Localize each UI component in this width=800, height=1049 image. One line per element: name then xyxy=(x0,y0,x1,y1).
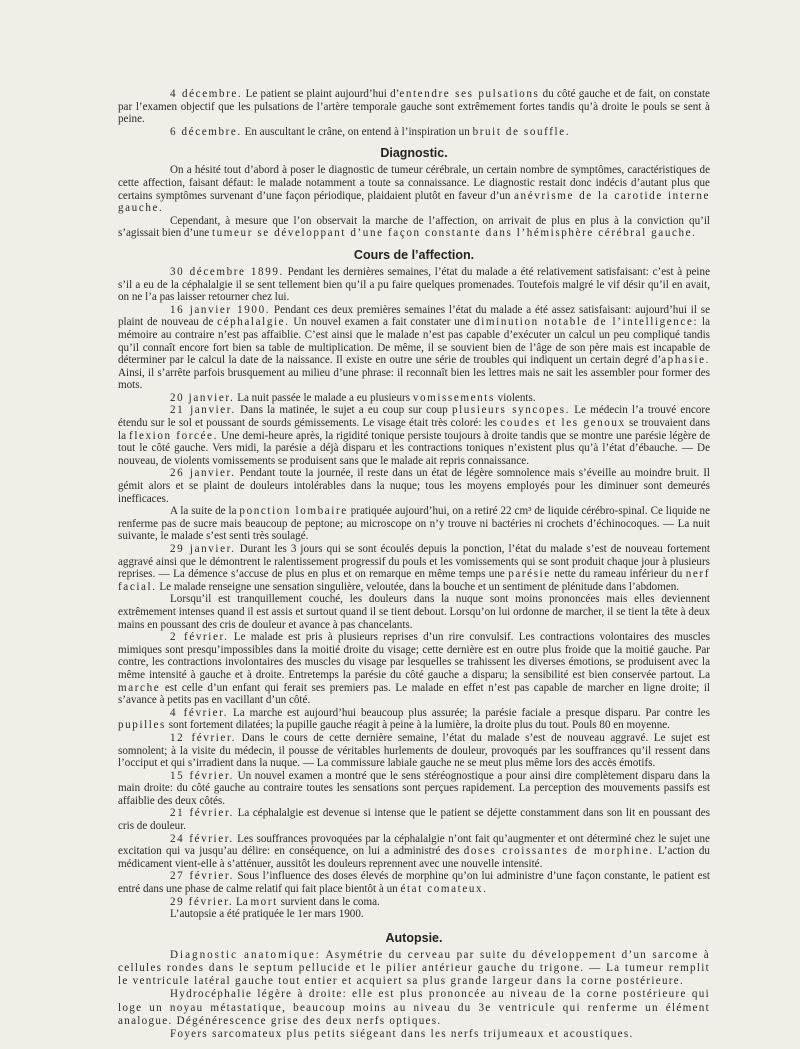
spaced-emphasis: entendre ses pulsations xyxy=(399,88,540,100)
paragraph xyxy=(118,126,710,139)
text-run: nette du rameau inférieur du xyxy=(550,568,686,581)
paragraph xyxy=(118,807,710,832)
paragraph xyxy=(118,543,710,593)
paragraph xyxy=(118,988,710,1028)
text-run: Les souffrances provoquées par la céphalalgie n’ont fait qu’augmenter et ont déterminé chez le sujet une excitation qui va jusqu’au délire: en conséquence, on lui a administré des xyxy=(118,832,710,858)
paragraph xyxy=(118,833,710,871)
text-run: Ainsi, il s’arrête parfois brusquement au milieu d’une phrase: il reconnaît bien les lettres mais ne sait les assembler pour former des mots. xyxy=(118,366,710,392)
paragraph xyxy=(118,467,710,505)
text-run: L’autopsie a été pratiquée le 1er mars 1900. xyxy=(170,908,364,921)
paragraph xyxy=(118,631,710,707)
spaced-emphasis: 24 février. xyxy=(170,832,234,845)
spaced-emphasis: 27 février. xyxy=(170,870,234,883)
spaced-emphasis: vomissements xyxy=(412,391,495,404)
spaced-emphasis: ponction lombaire xyxy=(239,505,348,518)
spaced-emphasis: tumeur se développant d’une façon constante dans l’hémisphère cérébral gauche. xyxy=(211,227,697,240)
paragraph xyxy=(118,304,710,392)
paragraph xyxy=(118,215,710,240)
text-run: Le malade est pris à plusieurs reprises d’un rire convulsif. Les contractions volontaires des muscles mimiques sont presqu’impossibles dans la moitié droite du visage; cette dernière est en outre plus froide que la moitié gauche. Par contre, les contractions involontaires des muscles du visage par lesquelles se trahissent les diverses émotions, se produisent avec la même intensité à gauche et à droite. Entretemps la parésie du côté gauche a disparu; la sensibilité est bien conservée partout. La xyxy=(118,631,710,681)
spaced-emphasis: mort xyxy=(250,895,278,908)
paragraph xyxy=(118,707,710,732)
paragraph xyxy=(118,505,710,543)
text-run: survient dans le coma. xyxy=(277,895,380,908)
text-run: Hydrocéphalie légère à droite: elle est plus prononcée au niveau de la corne postérieure qui loge un noyau métastatique, beaucoup moins au niveau du 3e ventricule qui renferme un élément analogue. Dégénérescence grise des deux nerfs optiques. xyxy=(118,988,710,1027)
spaced-emphasis: aphasie. xyxy=(661,354,710,367)
paragraph xyxy=(118,949,710,989)
spaced-emphasis: 20 janvier. xyxy=(170,391,235,404)
text-run: Lorsqu’il est tranquillement couché, les douleurs dans la nuque sont moins prononcées mais elles deviennent extrêmement intenses quand il est assis et surtout quand il se tient debout. Lorsqu’on lui ordonne de marcher, il se tient la tête à deux mains en poussant des cris de douleur et avance à pas chancelants. xyxy=(118,593,710,631)
spaced-emphasis: 15 février. xyxy=(170,769,235,782)
spaced-emphasis: 30 décembre 1899. xyxy=(170,265,284,278)
text-run: Foyers sarcomateux plus petits siégeant dans les nerfs trijumeaux et acoustiques. xyxy=(170,1028,634,1041)
spaced-emphasis: pupilles xyxy=(118,719,166,732)
text-run: La nuit passée le malade a eu plusieurs xyxy=(234,391,413,404)
text-run: violents. xyxy=(494,391,536,404)
text-run: Un nouvel examen a fait constater une xyxy=(289,316,475,329)
paragraph xyxy=(118,896,710,909)
spaced-emphasis: céphalalgie. xyxy=(217,316,290,329)
text-run: Dans le cours de cette dernière semaine, l’état du malade s’est de nouveau aggravé. Le sujet est somnolent; à la visite du médecin, il pousse de véritables hurlements de douleur, provoqués par les souffrances qu’il ressent dans l’occiput et qui s’irradient dans la nuque. — La commissure labiale gauche ne se meut plus même lors des accès émotifs. xyxy=(118,731,710,770)
spaced-emphasis: 21 février. xyxy=(170,807,234,820)
text-run: L’action du médicament vient-elle à s’atténuer, aussitôt les douleurs reprennent avec une nouvelle intensité. xyxy=(118,845,710,870)
text-run: Pendant les dernières semaines, l’état du malade a été relativement satisfaisant: c’est à peine s’il a eu de la céphalalgie il se sent tellement bien qu’il a pu faire quelques promenades. Toutefois malgré le vif désir qu’il en avait, on ne l’a pas laisser retourner chez lui. xyxy=(118,265,710,304)
text-run: Une demi-heure après, la rigidité tonique persiste toujours à droite tandis que se montre une parésie légère de tout le côté gauche. Vers midi, la parésie a déjà disparu et les contractions toniques n’existent plus qu’à l’état d’ébauche. — De nouveau, de violents vomissements se produisent sans que le malade ait repris connaissance. xyxy=(118,429,710,467)
heading-autopsie: Autopsie. xyxy=(385,930,443,945)
text-run: Le médecin l’a trouvé encore étendu sur le sol et poussant de sourds gémissements. Le visage était très coloré: les xyxy=(118,404,710,430)
text-run: La xyxy=(233,895,251,908)
text-run: est celle d’un enfant qui ferait ses premiers pas. Le malade en effet n’est pas capable de marcher en ligne droite; il s’avance à petits pas en vacillant d’un côté. xyxy=(118,681,710,707)
text-run: Un nouvel examen a montré que le sens stéréognostique a pour ainsi dire complètement disparu dans la main droite: du côté gauche au contraire toutes les sensations sont perçues rapidement. La perception des mouvements passifs est affaiblie des deux côtés. xyxy=(118,769,710,807)
text-run: En auscultant le crâne, on entend à l’inspiration un xyxy=(241,125,473,138)
text-column xyxy=(118,88,710,1041)
spaced-emphasis: bruit de souffle. xyxy=(472,125,571,138)
paragraph xyxy=(118,164,710,214)
paragraph xyxy=(118,593,710,631)
spaced-emphasis: 29 janvier. xyxy=(170,543,236,555)
spaced-emphasis: coudes et les genoux xyxy=(500,417,626,430)
spaced-emphasis: 12 février. xyxy=(170,731,237,744)
paragraph xyxy=(118,1028,710,1041)
spaced-emphasis: état comateux. xyxy=(400,883,488,896)
spaced-emphasis: marche xyxy=(118,681,161,694)
section-autopsie xyxy=(118,949,710,1041)
text-run: La céphalalgie est devenue si intense que le patient se déjette constamment dans son lit en poussant des cris de douleur. xyxy=(118,807,710,833)
text-run: Cependant, à mesure que l’on observait la marche de l’affection, on arrivait de plus en plus à la conviction qu’il s’agissait bien d’une xyxy=(118,214,710,240)
text-run: Le patient se plaint aujourd’hui d’ xyxy=(242,88,400,100)
text-run: Sous l’influence des doses élevés de morphine qu’on lui administre d’une façon constante, le patient est entré dans une phase de calme relatif qui fait place bientôt à un xyxy=(118,870,710,896)
spaced-emphasis: nerf facial. xyxy=(118,568,710,593)
text-run: A la suite de la xyxy=(170,505,240,518)
text-run: Dans la matinée, le sujet a eu coup sur coup xyxy=(235,404,452,417)
section-cours xyxy=(118,266,710,921)
text-run: Durant les 3 jours qui se sont écoulés depuis la ponction, l’état du malade s’est de nouveau fortement aggravé ainsi que le démontrent le ralentissement progressif du pouls et les vomissements qui se sont produit chaque jour à plusieurs reprises. — La démence s’accuse de plus en plus et on remarque en même temps une xyxy=(118,543,710,581)
text-run: se trouvaient dans la xyxy=(118,417,711,442)
spaced-emphasis: doses croissantes de morphine. xyxy=(463,845,654,858)
text-run: La marche est aujourd’hui beaucoup plus assurée; la parésie faciale a presque disparu. Par contre les xyxy=(228,706,711,719)
text-run: Pendant toute la journée, il reste dans un état de légère somnolence mais s’éveille au moindre bruit. Il gémit alors et se plaint de douleurs intolérables dans la nuque; tous les moyens employés pour les diminuer sont demeurés inefficaces. xyxy=(118,467,710,505)
paragraph xyxy=(118,266,710,304)
text-run: On a hésité tout d’abord à poser le diagnostic de tumeur cérébrale, un certain nombre de symptômes, caractéristiques de cette affection, faisant défaut: le malade notamment a toute sa connaissance. Le diagnostic restait donc indécis d’autant plus que certains symptômes survenant d’une façon périodique, plaidaient plutôt en faveur d’un xyxy=(118,164,710,202)
spaced-emphasis: 16 janvier 1900. xyxy=(170,303,271,316)
paragraph xyxy=(118,732,710,770)
text-run: Asymétrie du cerveau par suite du développement d’un sarcome à cellules rondes dans le septum pellucide et le pilier antérieur gauche du trigone. — La tumeur remplit le ventricule latéral gauche tout entier et acquiert sa plus grande largeur dans la corne postérieure. xyxy=(118,948,710,988)
spaced-emphasis: anévrisme de la carotide interne gauche. xyxy=(118,189,710,215)
spaced-emphasis: 29 février. xyxy=(170,895,234,908)
text-run: du côté gauche et de fait, on constate par l’examen objectif que les pulsations de l’artère temporale gauche sont extrêmement fortes tandis qu’à droite le pouls se sent à peine. xyxy=(118,88,710,126)
paragraph xyxy=(118,88,710,126)
section-observations xyxy=(118,88,710,138)
spaced-emphasis: 4 décembre. xyxy=(170,88,243,100)
heading-diagnostic: Diagnostic. xyxy=(380,146,448,161)
paragraph xyxy=(118,404,710,467)
text-run: Le malade renseigne une sensation singulière, veloutée, dans la bouche et un sentiment de plénitude dans l’abdomen. xyxy=(156,580,680,593)
spaced-emphasis: 4 février. xyxy=(170,706,229,719)
spaced-emphasis: 26 janvier. xyxy=(170,467,236,480)
paragraph xyxy=(118,908,710,921)
spaced-emphasis: Diagnostic anatomique: xyxy=(170,948,321,961)
spaced-emphasis: plusieurs syncopes. xyxy=(451,404,571,417)
spaced-emphasis: 21 janvier. xyxy=(170,404,236,417)
spaced-emphasis: 2 février. xyxy=(170,631,229,644)
paragraph xyxy=(118,870,710,895)
section-diagnostic xyxy=(118,164,710,240)
heading-cours: Cours de l’affection. xyxy=(353,247,475,262)
paragraph xyxy=(118,770,710,808)
text-run: sont fortement dilatées; la pupille gauche réagit à peine à la lumière, la droite plus du tout. Pouls 80 en moyenne. xyxy=(165,719,670,732)
spaced-emphasis: parésie xyxy=(508,568,551,581)
text-run: la mémoire au contraire n’est pas affaiblie. C’est ainsi que le malade n’est pas capable d’exécuter un calcul un peu compliqué tandis qu’il connaît encore fort bien sa table de multiplication. De même, il se souvient bien de l’âge de son père mais est incapable de déterminer par le calcul la date de la naissance. Il existe en outre une série de troubles qui indiquent un certain degré d’ xyxy=(118,316,710,367)
spaced-emphasis: flexion forcée. xyxy=(129,429,218,442)
spaced-emphasis: diminution notable de l’intelligence: xyxy=(474,316,699,329)
paragraph xyxy=(118,392,710,405)
spaced-emphasis: 6 décembre. xyxy=(170,125,242,138)
text-run: Pendant ces deux premières semaines l’état du malade a été assez satisfaisant: aujourd’hui il se plaint de nouveau de xyxy=(118,303,710,329)
text-run: pratiquée aujourd’hui, on a retiré 22 cm³ de liquide cérébro-spinal. Ce liquide ne renferme pas de sucre mais beaucoup de peptone; au microscope on n’y trouve ni bactéries ni crochets d’échinocoques. — La nuit suivante, le malade s’est senti très soulagé. xyxy=(118,505,711,543)
